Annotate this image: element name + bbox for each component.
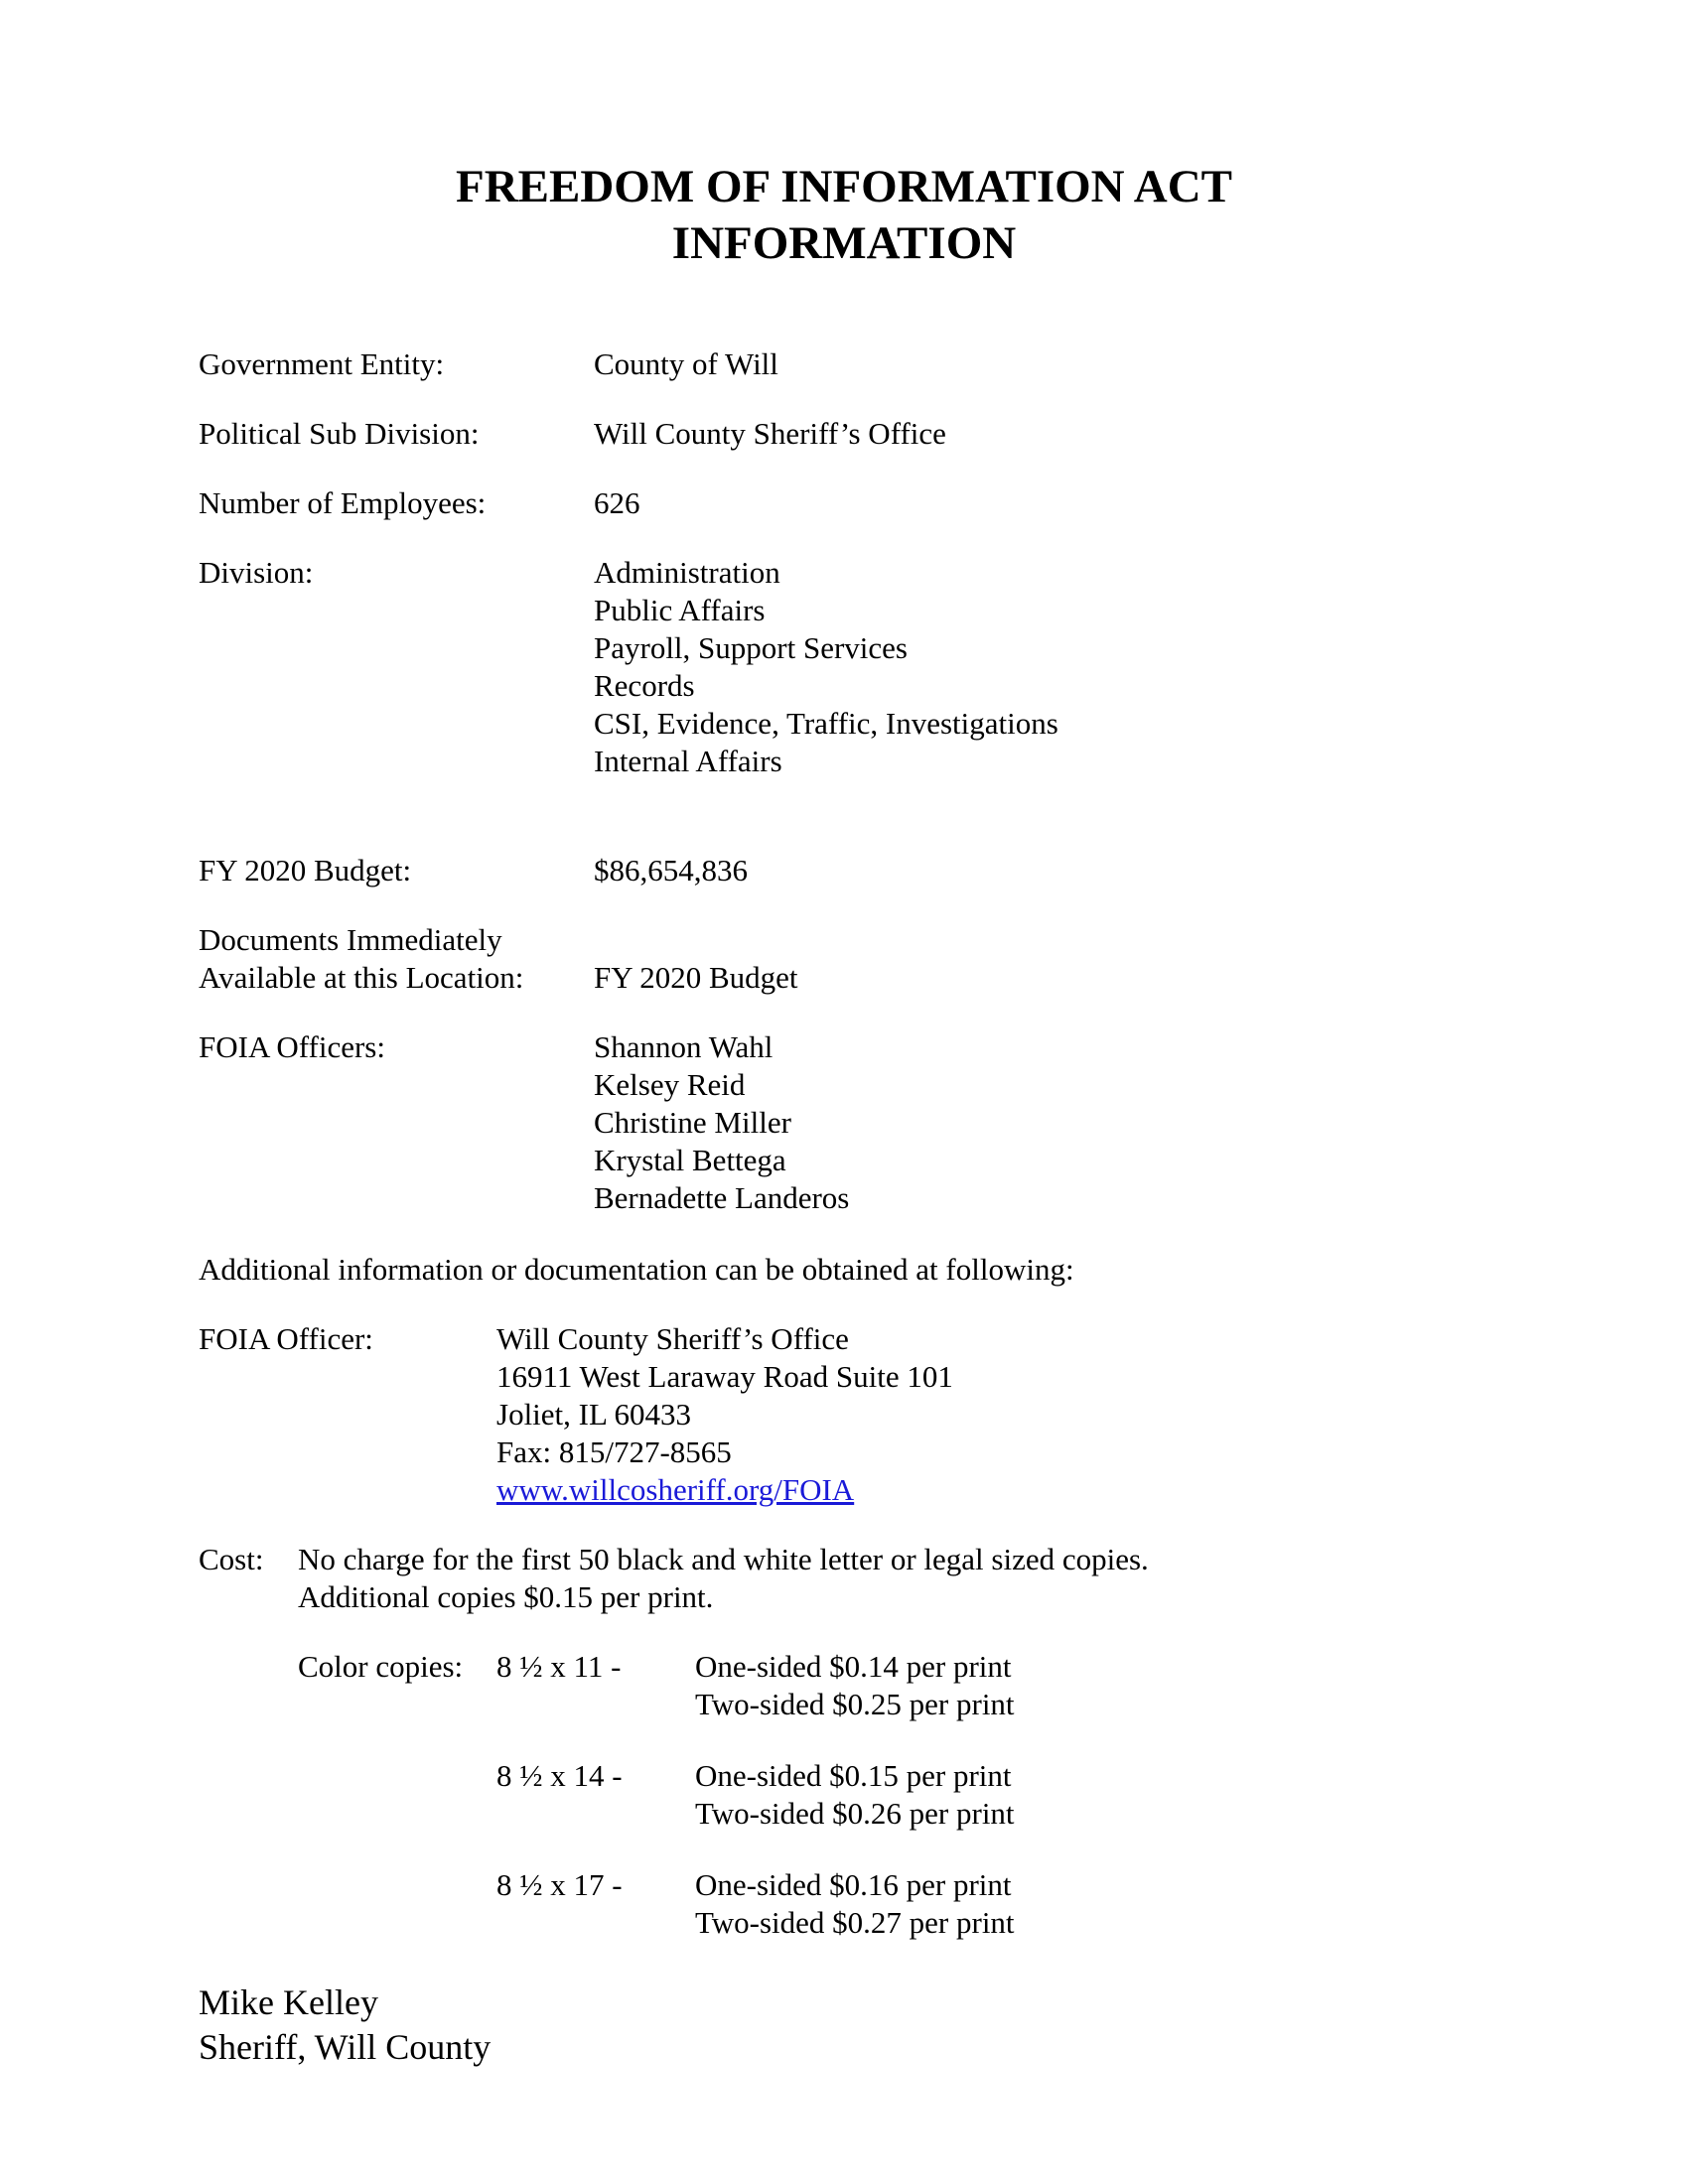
subdivision-label: Political Sub Division:: [199, 416, 480, 451]
cost-line-1: No charge for the first 50 black and white letter or legal sized copies.: [298, 1542, 1149, 1576]
signature-name: Mike Kelley: [199, 1982, 378, 2022]
officer-name: Krystal Bettega: [594, 1143, 786, 1177]
additional-info-text: Additional information or documentation can be obtained at following:: [199, 1252, 1074, 1287]
copy-size: 8 ½ x 17 -: [496, 1867, 623, 1902]
contact-block: [496, 1320, 953, 1509]
foia-website-link[interactable]: www.willcosheriff.org/FOIA: [496, 1472, 855, 1507]
documents-value: FY 2020 Budget: [594, 960, 798, 995]
entity-label: Government Entity:: [199, 346, 445, 381]
one-sided-price: One-sided $0.14 per print: [695, 1649, 1012, 1684]
contact-city: Joliet, IL 60433: [496, 1397, 692, 1432]
one-sided-price: One-sided $0.16 per print: [695, 1867, 1012, 1902]
employees-label: Number of Employees:: [199, 485, 487, 520]
copy-size: 8 ½ x 11 -: [496, 1649, 622, 1684]
division-item: CSI, Evidence, Traffic, Investigations: [594, 706, 1058, 741]
employees-value: 626: [594, 485, 640, 520]
cost-label: Cost:: [199, 1542, 264, 1576]
subdivision-value: Will County Sheriff’s Office: [594, 416, 946, 451]
two-sided-price: Two-sided $0.25 per print: [695, 1687, 1015, 1721]
division-item: Public Affairs: [594, 593, 766, 627]
two-sided-price: Two-sided $0.27 per print: [695, 1905, 1015, 1940]
title-line-2: INFORMATION: [671, 217, 1017, 269]
officer-name: Christine Miller: [594, 1105, 791, 1140]
contact-label: FOIA Officer:: [199, 1321, 373, 1356]
cost-description: [298, 1541, 1149, 1616]
division-list: [594, 554, 1058, 780]
entity-value: County of Will: [594, 346, 778, 381]
documents-label-line-1: Documents Immediately: [199, 922, 502, 957]
division-label: Division:: [199, 555, 314, 590]
one-sided-price: One-sided $0.15 per print: [695, 1758, 1012, 1793]
officers-label: FOIA Officers:: [199, 1029, 385, 1064]
documents-label: [199, 921, 523, 997]
title-line-1: FREEDOM OF INFORMATION ACT: [455, 161, 1233, 212]
officers-list: [594, 1028, 849, 1217]
budget-value: $86,654,836: [594, 853, 748, 887]
officer-name: Kelsey Reid: [594, 1067, 746, 1102]
two-sided-price: Two-sided $0.26 per print: [695, 1796, 1015, 1831]
color-copies-label: Color copies:: [298, 1649, 464, 1684]
officer-name: Bernadette Landeros: [594, 1180, 850, 1215]
contact-address: 16911 West Laraway Road Suite 101: [496, 1359, 953, 1394]
signature-block: [199, 1980, 491, 2070]
copy-size: 8 ½ x 14 -: [496, 1758, 623, 1793]
copy-prices: [695, 1648, 1015, 1723]
division-item: Payroll, Support Services: [594, 630, 908, 665]
cost-line-2: Additional copies $0.15 per print.: [298, 1579, 714, 1614]
signature-title: Sheriff, Will County: [199, 2027, 492, 2067]
document-title: [0, 159, 1688, 272]
division-item: Records: [594, 668, 695, 703]
division-item: Internal Affairs: [594, 744, 782, 778]
copy-prices: [695, 1866, 1015, 1942]
documents-label-line-2: Available at this Location:: [199, 960, 524, 995]
copy-prices: [695, 1757, 1015, 1833]
officer-name: Shannon Wahl: [594, 1029, 774, 1064]
division-item: Administration: [594, 555, 780, 590]
contact-fax: Fax: 815/727-8565: [496, 1434, 732, 1469]
budget-label: FY 2020 Budget:: [199, 853, 412, 887]
contact-office: Will County Sheriff’s Office: [496, 1321, 849, 1356]
